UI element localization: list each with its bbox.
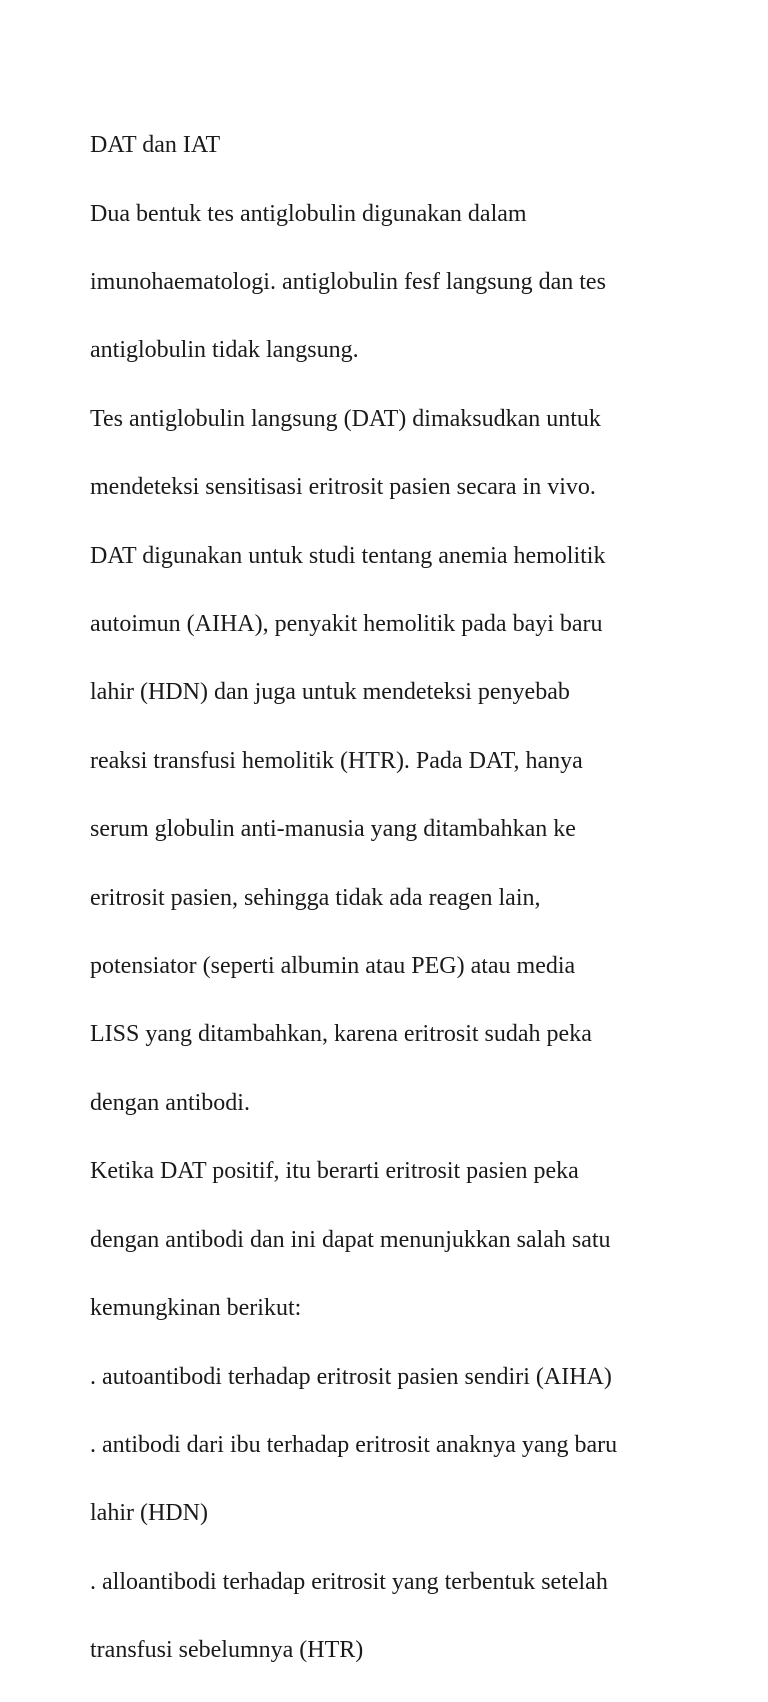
text-line: imunohaematologi. antiglobulin fesf langsung dan tes	[90, 269, 606, 296]
text-line: DAT digunakan untuk studi tentang anemia hemolitik	[90, 542, 606, 569]
text-line: antiglobulin tidak langsung.	[90, 337, 359, 364]
list-item-continuation: transfusi sebelumnya (HTR)	[90, 1637, 364, 1664]
text-line: potensiator (seperti albumin atau PEG) atau media	[90, 953, 576, 980]
list-item: . antibodi dari ibu terhadap eritrosit anaknya yang baru	[90, 1431, 618, 1458]
text-line: Dua bentuk tes antiglobulin digunakan dalam	[90, 200, 527, 227]
text-line: serum globulin anti-manusia yang ditambahkan ke	[90, 816, 576, 843]
document-body	[90, 94, 690, 1702]
document-title: DAT dan IAT	[90, 132, 221, 159]
text-line: LISS yang ditambahkan, karena eritrosit sudah peka	[90, 1021, 592, 1048]
text-line: dengan antibodi dan ini dapat menunjukkan salah satu	[90, 1226, 611, 1253]
text-line: Tes antiglobulin langsung (DAT) dimaksudkan untuk	[90, 405, 601, 432]
text-line: lahir (HDN) dan juga untuk mendeteksi penyebab	[90, 679, 570, 706]
text-line: reaksi transfusi hemolitik (HTR). Pada DAT, hanya	[90, 747, 583, 774]
text-line: autoimun (AIHA), penyakit hemolitik pada bayi baru	[90, 611, 603, 638]
list-item: . autoantibodi terhadap eritrosit pasien sendiri (AIHA)	[90, 1363, 612, 1390]
text-line: Ketika DAT positif, itu berarti eritrosit pasien peka	[90, 1158, 579, 1185]
list-item: . alloantibodi terhadap eritrosit yang terbentuk setelah	[90, 1568, 608, 1595]
list-item-continuation: lahir (HDN)	[90, 1500, 208, 1527]
text-line: eritrosit pasien, sehingga tidak ada reagen lain,	[90, 884, 541, 911]
text-line: kemungkinan berikut:	[90, 1295, 302, 1322]
text-line: dengan antibodi.	[90, 1089, 250, 1116]
text-line: mendeteksi sensitisasi eritrosit pasien secara in vivo.	[90, 474, 596, 501]
